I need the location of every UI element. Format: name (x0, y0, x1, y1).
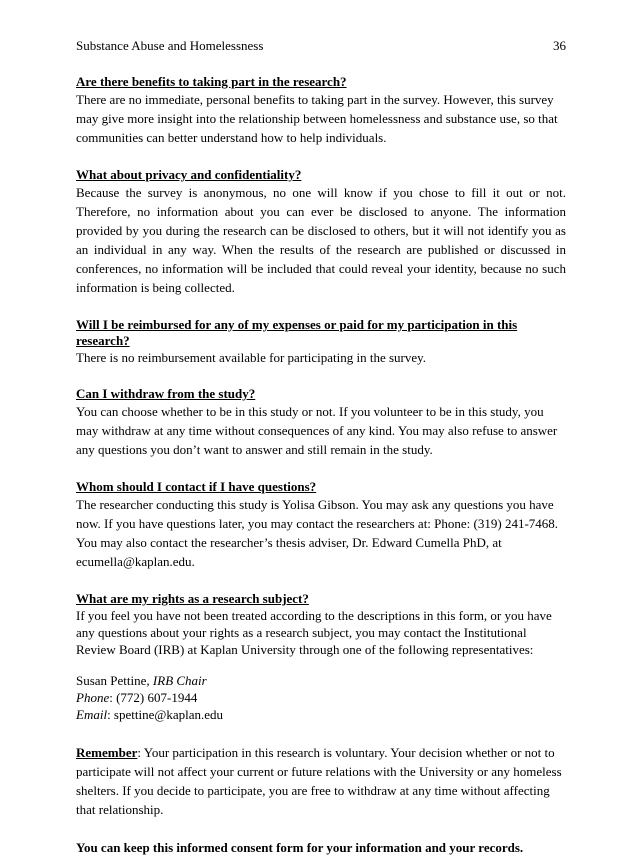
withdraw-question: Can I withdraw from the study? (76, 386, 256, 401)
privacy-answer: Because the survey is anonymous, no one will know if you chose to fill it out or not. Therefore, no information about you can ever be disclosed to anyone. The information provided by you during the research can be disclosed to others, but it will not identify you as an individual in any way. When the results of the research are published or discussed in conferences, no information will be included that could reveal your identity, because no such information is being collected. (76, 185, 566, 295)
irb-name-line (76, 672, 566, 689)
contact-answer: The researcher conducting this study is Yolisa Gibson. You may ask any questions you have now. If you have questions later, you may contact the researchers at: Phone: (319) 241-7468. You may also contact the researcher’s thesis adviser, Dr. Edward Cumella PhD, at ecumella@kaplan.edu. (76, 497, 559, 569)
remember-label: Remember (76, 745, 138, 760)
withdraw-answer: You can choose whether to be in this study or not. If you volunteer to be in this study, you may withdraw at any time without consequences of any kind. You may also refuse to answer any questions you don’t want to answer and still remain in the study. (76, 404, 558, 457)
irb-name: Susan Pettine, (76, 673, 153, 688)
privacy-section (76, 167, 566, 297)
remember-paragraph (76, 743, 566, 819)
irb-contact (76, 672, 566, 723)
closing-statement: You can keep this informed consent form for your information and your records. (76, 840, 524, 855)
rights-section (76, 591, 566, 658)
irb-email-line (76, 706, 566, 723)
benefits-answer: There are no immediate, personal benefits to taking part in the survey. However, this survey may give more insight into the relationship between homelessness and substance use, so that communities can better understand how to help individuals. (76, 92, 558, 145)
irb-email-label: Email (76, 707, 108, 722)
reimbursement-answer: There is no reimbursement available for participating in the survey. (76, 350, 427, 365)
benefits-section (76, 74, 566, 147)
contact-question: Whom should I contact if I have questions? (76, 479, 317, 494)
irb-role: IRB Chair (152, 673, 207, 688)
benefits-question: Are there benefits to taking part in the research? (76, 74, 347, 89)
rights-question: What are my rights as a research subject? (76, 591, 309, 606)
privacy-question: What about privacy and confidentiality? (76, 167, 302, 182)
irb-phone-label: Phone (76, 690, 110, 705)
reimbursement-question: Will I be reimbursed for any of my expenses or paid for my participation in this research? (76, 317, 518, 348)
page-header (76, 38, 566, 54)
remember-text: : Your participation in this research is voluntary. Your decision whether or not to participate will not affect your current or future relations with the University or any homeless shelters. If you decide to participate, you are free to withdraw at any time without affecting that relationship. (76, 745, 562, 817)
remember-section (76, 743, 566, 819)
rights-answer: If you feel you have not been treated according to the descriptions in this form, or you have any questions about your rights as a research subject, you may contact the Institutional Review Board (IRB) at Kaplan University through one of the following representatives: (76, 608, 552, 657)
page-number: 36 (553, 38, 566, 53)
contact-section (76, 479, 566, 571)
reimbursement-section (76, 317, 566, 366)
irb-phone-line (76, 689, 566, 706)
withdraw-section (76, 386, 566, 459)
irb-email: : spettine@kaplan.edu (107, 707, 224, 722)
running-title: Substance Abuse and Homelessness (76, 38, 264, 53)
document-body (76, 74, 566, 856)
irb-phone: : (772) 607-1944 (109, 690, 198, 705)
